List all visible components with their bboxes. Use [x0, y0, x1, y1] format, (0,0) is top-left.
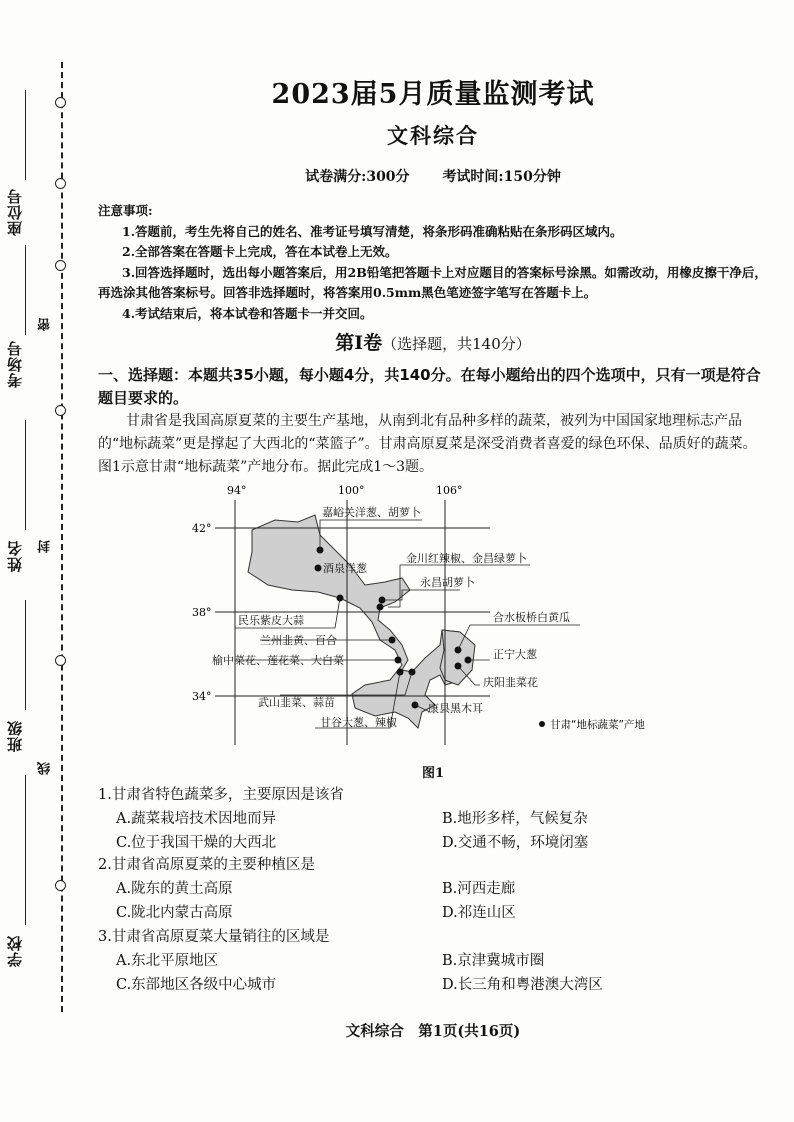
label-gangu: 甘谷大葱、辣椒: [320, 716, 397, 729]
label-yuzhong: 榆中菜花、莲花菜、大白菜: [212, 654, 344, 667]
option-d: D.祁连山区: [442, 905, 516, 921]
label-lanzhou: 兰州韭黄、百合: [260, 634, 337, 647]
gansu-vegetable-map: [140, 480, 700, 755]
school-fill-line: [25, 775, 26, 925]
lat-label-34: 34°: [192, 690, 212, 703]
section-title: 第Ⅰ卷: [335, 332, 383, 354]
option-c: C.陇北内蒙古高原: [116, 905, 233, 921]
binding-hole: [55, 97, 66, 108]
seat-fill-line: [25, 90, 26, 180]
lat-label-42: 42°: [192, 522, 212, 535]
binding-hole: [55, 405, 66, 416]
name-label: 姓名: [6, 540, 24, 572]
exam-title: 2023届5月质量监测考试: [271, 79, 595, 110]
question-stem: 1.甘肃省特色蔬菜多，主要原因是该省: [98, 787, 344, 803]
label-wushan: 武山韭菜、蒜苗: [258, 696, 335, 709]
time-limit: 考试时间:150分钟: [442, 169, 561, 185]
notice-item: 1.答题前，考生先将自己的姓名、准考证号填写清楚，将条形码准确粘贴在条形码区域内。: [122, 223, 623, 239]
notice-item: 2.全部答案在答题卡上完成，答在本试卷上无效。: [122, 244, 398, 259]
class-label: 班级: [6, 720, 24, 752]
notice-item: 4.考试结束后，将本试卷和答题卡一并交回。: [122, 305, 373, 321]
option-c: C.东部地区各级中心城市: [116, 977, 277, 993]
binding-hole: [55, 880, 66, 891]
room-fill-line: [25, 245, 26, 335]
binding-hole: [55, 260, 66, 271]
site-yongchang: [377, 604, 384, 611]
label-heshui: 合水板桥白黄瓜: [493, 611, 570, 624]
option-b: B.河西走廊: [442, 881, 516, 897]
option-b: B.京津冀城市圈: [442, 953, 545, 969]
name-fill-line: [25, 420, 26, 530]
legend-dot: [539, 721, 545, 727]
lat-label-38: 38°: [192, 606, 212, 619]
label-jinchuan: 金川红辣椒、金昌绿萝卜: [406, 552, 527, 565]
label-qingyang: 庆阳韭菜花: [483, 676, 538, 689]
site-jiuquan: [315, 565, 322, 572]
choice-instructions: 一、选择题：本题共35小题，每小题4分，共140分。在每小题给出的四个选项中，只有一项是符合题目要求的。: [98, 366, 761, 407]
seal-char-xian: 线: [38, 762, 53, 775]
seal-char-mi: 密: [38, 318, 53, 331]
lon-label-94: 94°: [227, 484, 247, 497]
section-subtitle: （选择题，共140分）: [382, 335, 531, 353]
page-footer: 文科综合 第1页(共16页): [345, 1023, 521, 1040]
material-passage: 甘肃省是我国高原夏菜的主要生产基地，从南到北有品种多样的蔬菜，被列为中国国家地理标志产品的“地标蔬菜”更是撑起了大西北的“菜篮子”。甘肃高原夏菜是深受消费者喜爱的绿色环保、品质好的蔬菜。图1示意甘肃“地标蔬菜”产地分布。据此完成1～3题。: [98, 413, 757, 475]
school-label: 学校: [6, 935, 24, 967]
question-stem: 2.甘肃省高原夏菜的主要种植区是: [98, 857, 315, 873]
binding-hole: [55, 178, 66, 189]
label-minle: 民乐紫皮大蒜: [238, 614, 304, 627]
binding-hole: [55, 655, 66, 666]
section-heading: [98, 328, 768, 355]
label-jiayuguan: 嘉峪关洋葱、胡萝卜: [322, 506, 421, 519]
legend-text: 甘肃“地标蔬菜”产地: [550, 719, 645, 731]
room-label: 考场号: [6, 340, 24, 388]
option-a: A.陇东的黄土高原: [116, 881, 233, 897]
notice-section: [98, 201, 768, 324]
question-stem: 3.甘肃省高原夏菜大量销往的区域是: [98, 929, 330, 945]
label-zhengning: 正宁大葱: [493, 648, 537, 661]
notice-item: 3.回答选择题时，选出每小题答案后，用2B铅笔把答题卡上对应题目的答案标号涂黑。如需改动，用橡皮擦干净后，再选涂其他答案标号。回答非选择题时，将答案用0.5mm黑色笔迹签字笔写在答题卡上。: [98, 264, 767, 300]
exam-subject: 文科综合: [387, 123, 479, 148]
lon-label-106: 106°: [436, 484, 463, 497]
option-a: A.东北平原地区: [116, 953, 219, 969]
seal-char-feng: 封: [38, 540, 53, 553]
seat-label: 座位号: [6, 188, 24, 236]
option-d: D.长三角和粤港澳大湾区: [442, 977, 603, 993]
label-jiuquan: 酒泉洋葱: [323, 562, 367, 575]
class-fill-line: [25, 600, 26, 710]
seal-dashed-line: [61, 62, 63, 1012]
option-a: A.蔬菜栽培技术因地而异: [116, 811, 277, 827]
exam-info: [98, 166, 768, 186]
option-d: D.交通不畅，环境闭塞: [442, 835, 589, 851]
option-c: C.位于我国干燥的大西北: [116, 835, 277, 851]
label-kangxian: 康县黑木耳: [428, 702, 483, 715]
binding-margin: [0, 0, 70, 1122]
full-score: 试卷满分:300分: [305, 169, 410, 185]
notice-heading: 注意事项:: [98, 203, 153, 218]
label-yongchang: 永昌胡萝卜: [420, 576, 475, 589]
lon-label-100: 100°: [338, 484, 365, 497]
option-b: B.地形多样，气候复杂: [442, 811, 588, 827]
figure-caption: 图1: [421, 766, 445, 781]
